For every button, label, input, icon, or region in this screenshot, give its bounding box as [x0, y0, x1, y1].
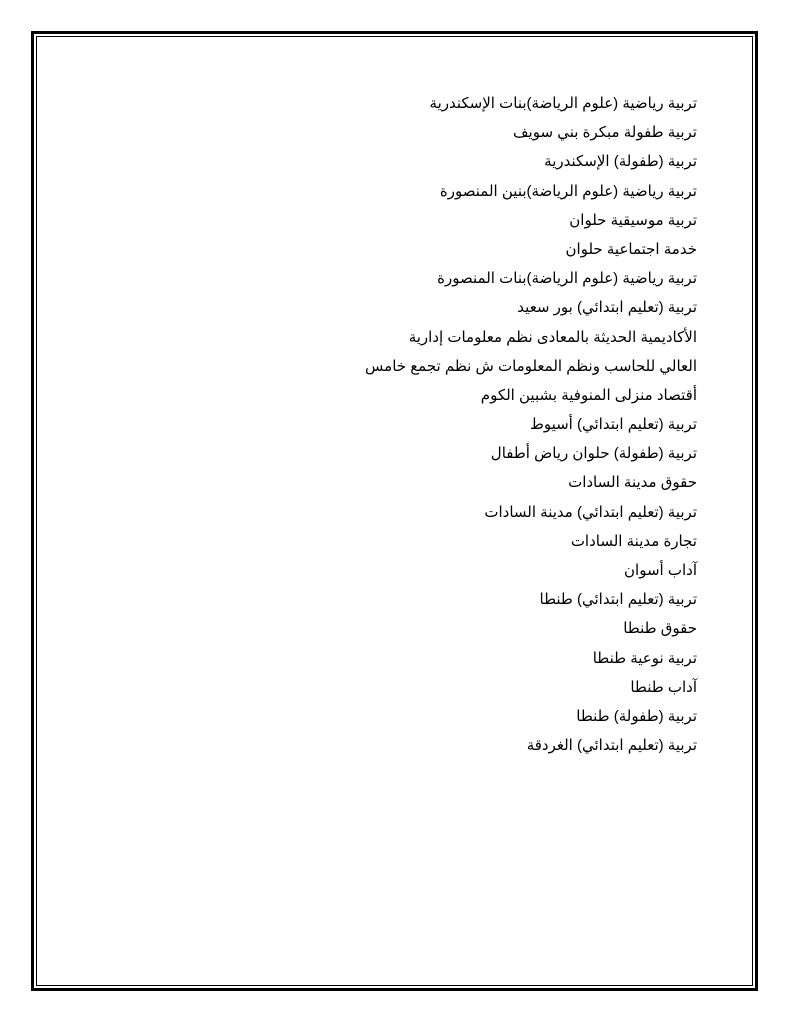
- list-item: حقوق مدينة السادات: [568, 474, 697, 492]
- list-item: تربية رياضية (علوم الرياضة)بنات المنصورة: [437, 270, 697, 288]
- list-item: تربية (طفولة) حلوان رياض أطفال: [490, 445, 697, 463]
- list-item: تربية رياضية (علوم الرياضة)بنات الإسكندرية: [429, 95, 697, 112]
- list-item: تربية (طفولة) الإسكندرية: [544, 153, 697, 171]
- list-item: أقتصاد منزلى المنوفية بشبين الكوم: [480, 386, 697, 404]
- list-item: حقوق طنطا: [623, 620, 697, 638]
- list-item: تربية رياضية (علوم الرياضة)بنين المنصورة: [439, 182, 697, 200]
- list-item: خدمة اجتماعية حلوان: [565, 240, 697, 258]
- list-item: العالي للحاسب ونظم المعلومات ش نظم تجمع خامس: [365, 357, 697, 375]
- list-item: تربية (طفولة) طنطا: [576, 707, 697, 725]
- list-item: تربية (تعليم ابتدائي) مدينة السادات: [484, 503, 697, 521]
- list-item: تربية (تعليم ابتدائي) طنطا: [539, 591, 697, 609]
- list-item: تربية موسيقية حلوان: [569, 211, 697, 229]
- list-item: تربية نوعية طنطا: [592, 649, 697, 667]
- list-item: الأكاديمية الحديثة بالمعادى نظم معلومات إدارية: [408, 328, 697, 346]
- list-item: آداب طنطا: [630, 678, 697, 696]
- list-item: تربية (تعليم ابتدائي) بور سعيد: [517, 299, 697, 317]
- list-item: تربية طفولة مبكرة بني سويف: [513, 124, 697, 142]
- list-item: تربية (تعليم ابتدائي) أسيوط: [529, 416, 697, 434]
- faculty-list: [97, 89, 697, 760]
- list-item: تربية (تعليم ابتدائي) الغردقة: [526, 737, 697, 755]
- list-item: آداب أسوان: [624, 562, 697, 579]
- list-item: تجارة مدينة السادات: [570, 532, 697, 550]
